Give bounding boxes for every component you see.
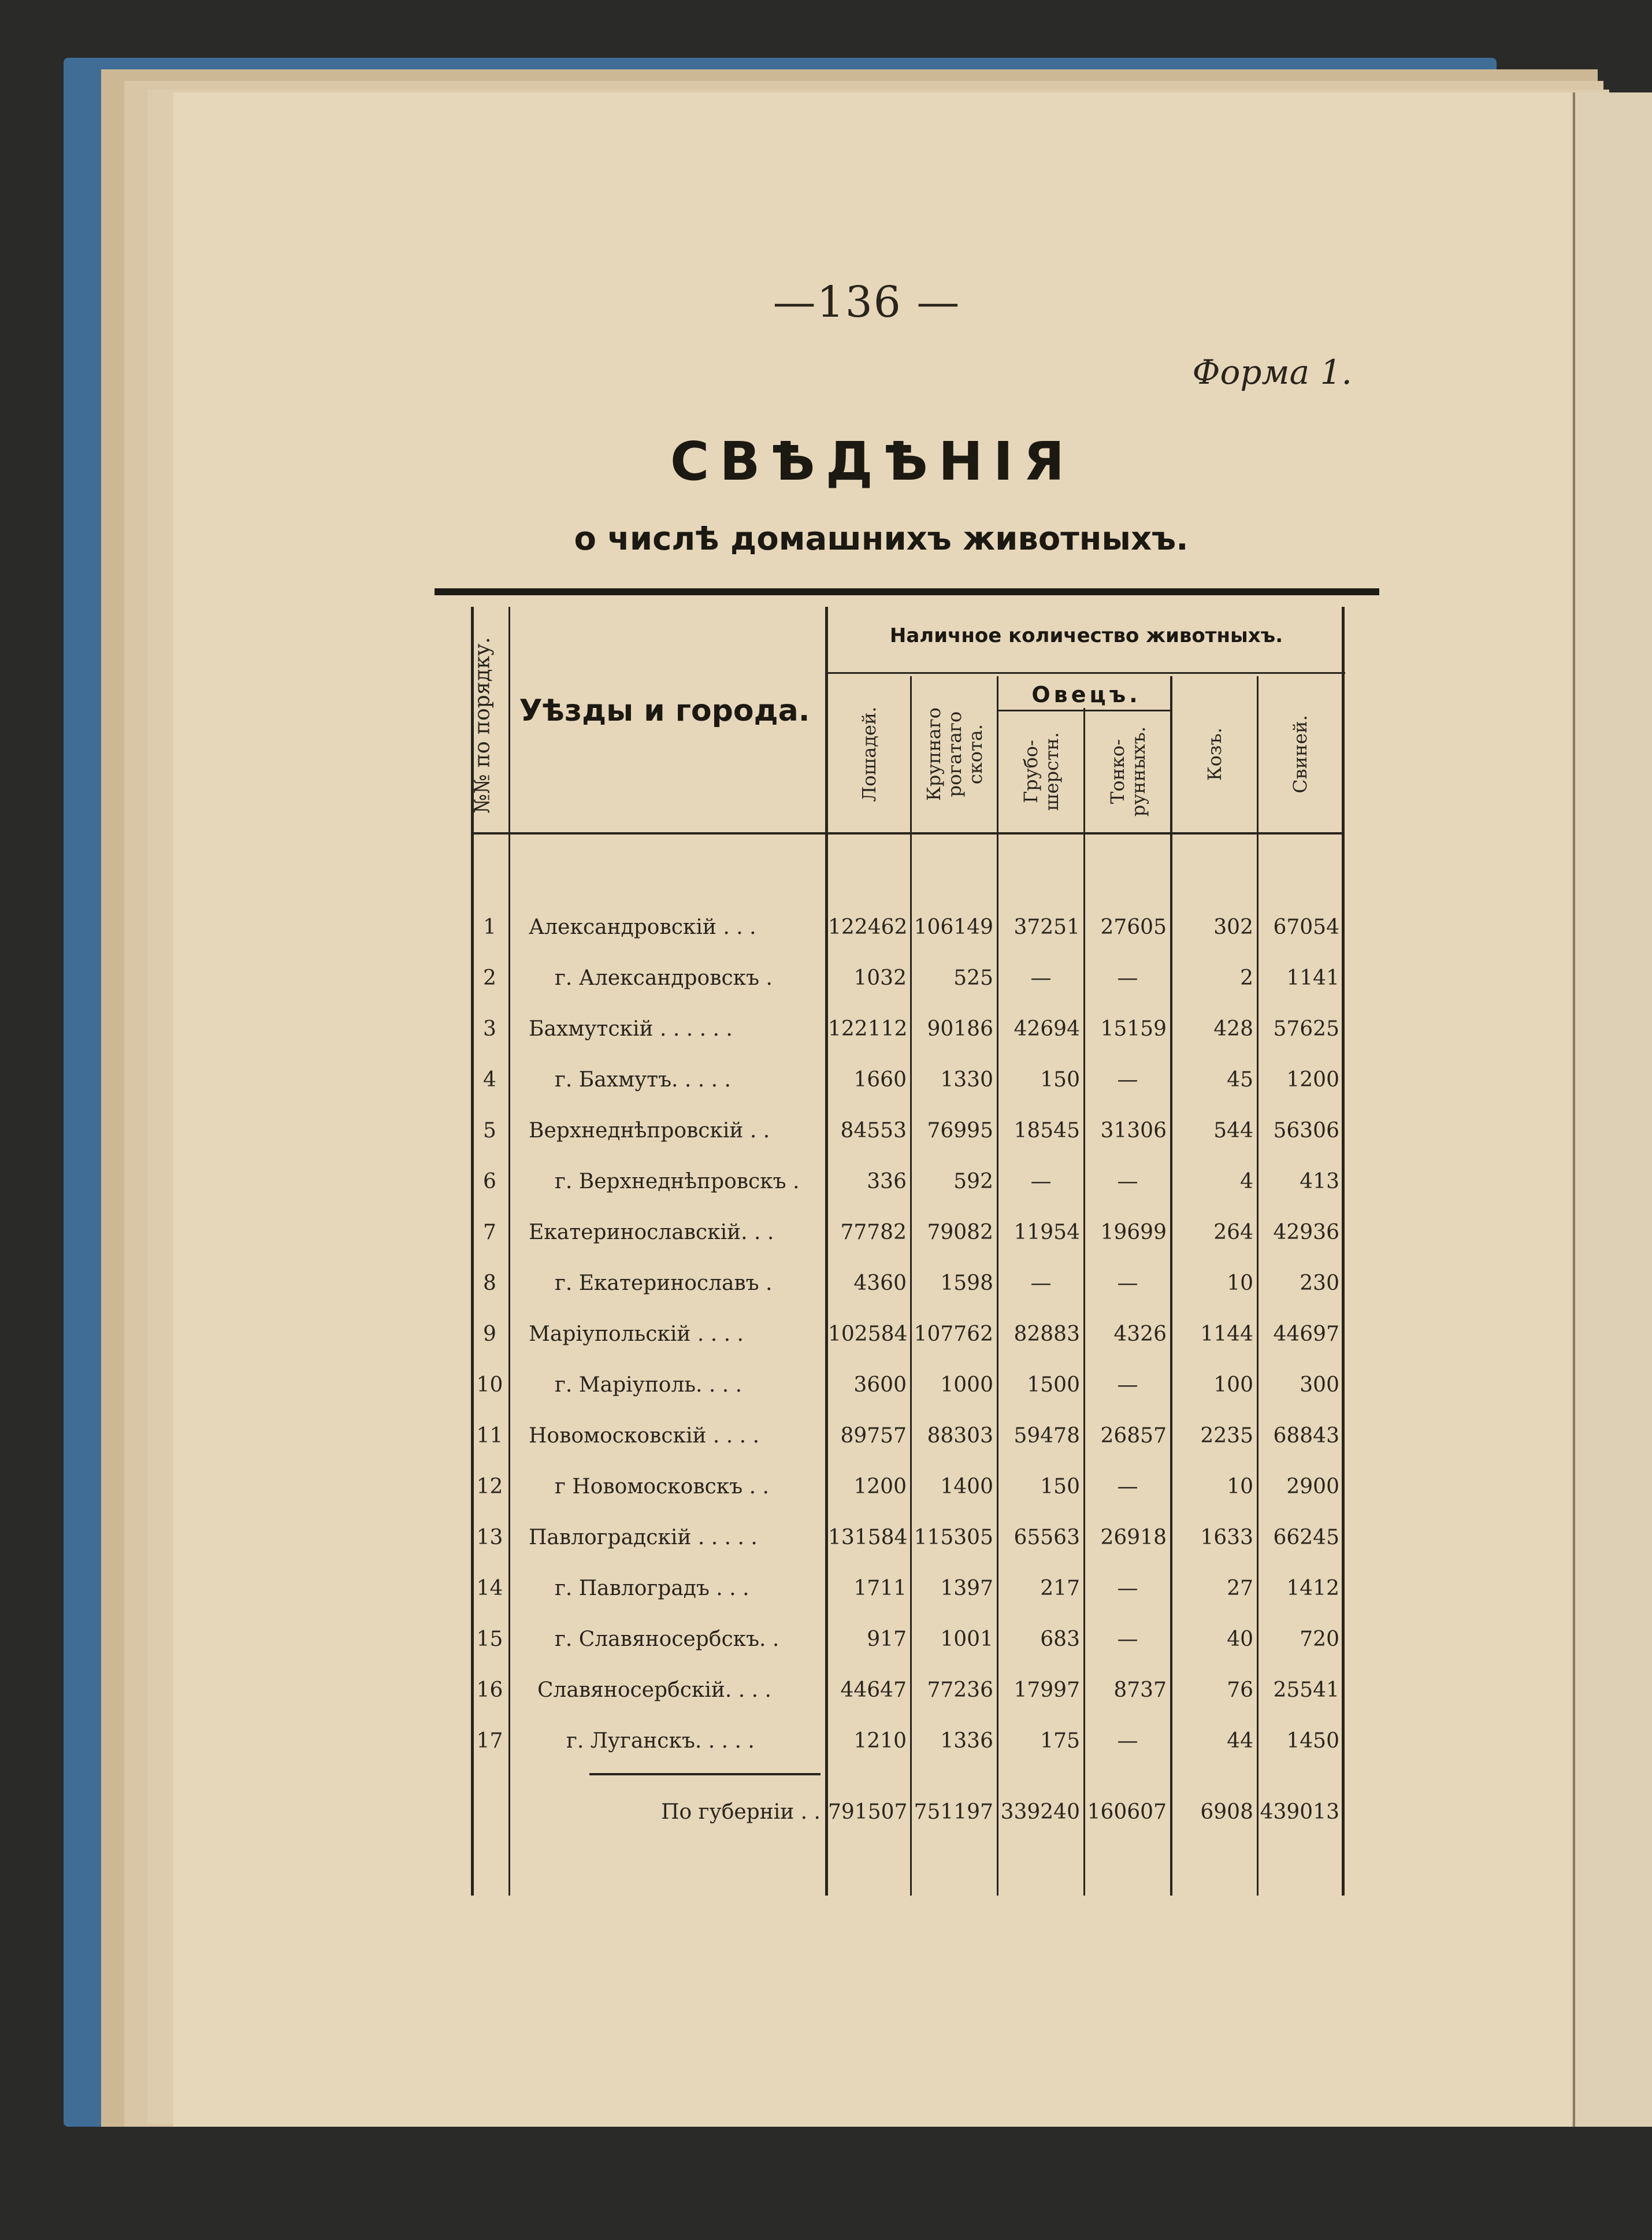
coarse-wool-value: 11954 (1014, 1221, 1080, 1244)
header-pigs: Свиней. (1289, 715, 1311, 793)
horses-value: 1032 (853, 966, 907, 990)
row-number: 11 (476, 1424, 503, 1448)
coarse-wool-value: 65563 (1014, 1526, 1080, 1549)
horses-value: 44647 (840, 1678, 907, 1702)
row-number: 8 (483, 1271, 496, 1295)
coarse-wool-value: 150 (1040, 1475, 1080, 1499)
goats-value: 264 (1213, 1221, 1253, 1244)
pigs-value: 56306 (1273, 1119, 1339, 1143)
row-number: 17 (476, 1729, 503, 1753)
fine-wool-value: 26857 (1100, 1424, 1167, 1448)
district-name: Новомосковскій . . . . (529, 1424, 760, 1448)
header-bottom-rule (471, 832, 1345, 835)
district-name: г. Павлоградъ . . . (555, 1577, 749, 1600)
fine-wool-value: 8737 (1113, 1678, 1167, 1702)
pigs-value: 2900 (1286, 1475, 1339, 1499)
district-name: г. Александровскъ . (555, 966, 773, 990)
row-number: 3 (483, 1017, 496, 1041)
column-divider (1083, 708, 1085, 1896)
horses-value: 4360 (853, 1271, 907, 1295)
table-top-rule (435, 588, 1379, 595)
horses-value: 89757 (840, 1424, 907, 1448)
page-title: СВѢДѢНІЯ (670, 431, 1075, 492)
pigs-value: 25541 (1273, 1678, 1339, 1702)
horses-value: 336 (867, 1170, 907, 1193)
district-name: Бахмутскій . . . . . . (529, 1017, 733, 1041)
fine-wool-value: — (1117, 1577, 1138, 1600)
row-number: 14 (476, 1577, 503, 1600)
row-number: 7 (483, 1221, 496, 1244)
goats-value: 76 (1227, 1678, 1253, 1702)
pigs-value: 413 (1300, 1170, 1339, 1193)
goats-value: 10 (1227, 1271, 1253, 1295)
coarse-wool-value: 42694 (1014, 1017, 1080, 1041)
row-number: 2 (483, 966, 496, 990)
horses-value: 122112 (828, 1017, 908, 1041)
horses-value: 84553 (840, 1119, 907, 1143)
cattle-value: 79082 (927, 1221, 993, 1244)
goats-value: 1144 (1200, 1322, 1253, 1346)
pigs-total: 439013 (1260, 1800, 1339, 1824)
header-divider (998, 710, 1172, 711)
cattle-value: 1336 (940, 1729, 993, 1753)
fine-wool-value: 26918 (1100, 1526, 1167, 1549)
district-name: г. Славяносербскъ. . (555, 1627, 779, 1651)
pigs-value: 1200 (1286, 1068, 1339, 1092)
fine-wool-value: — (1117, 1170, 1138, 1193)
district-name: Екатеринославскій. . . (529, 1221, 774, 1244)
goats-value: 100 (1213, 1373, 1253, 1397)
cattle-value: 525 (953, 966, 993, 990)
total-rule (589, 1773, 821, 1775)
cattle-value: 1001 (940, 1627, 993, 1651)
horses-value: 1210 (853, 1729, 907, 1753)
header-divider (825, 672, 1345, 674)
horses-value: 917 (867, 1627, 907, 1651)
coarse-wool-value: 150 (1040, 1068, 1080, 1092)
cattle-value: 1400 (940, 1475, 993, 1499)
fine-wool-value: — (1117, 1271, 1138, 1295)
pigs-value: 720 (1300, 1627, 1339, 1651)
fine-wool-value: — (1117, 1373, 1138, 1397)
facing-page-edge (1573, 92, 1652, 2127)
header-row-number: №№ по порядку. (470, 637, 495, 814)
district-name: г. Верхнеднѣпровскъ . (555, 1170, 800, 1193)
pigs-value: 68843 (1273, 1424, 1339, 1448)
pigs-value: 1412 (1286, 1577, 1339, 1600)
pigs-value: 300 (1300, 1373, 1339, 1397)
district-name: Славяносербскій. . . . (537, 1678, 771, 1702)
cattle-value: 1397 (940, 1577, 993, 1600)
column-divider (508, 607, 510, 1896)
row-number: 5 (483, 1119, 496, 1143)
header-goats: Козъ. (1204, 727, 1226, 781)
pigs-value: 66245 (1273, 1526, 1339, 1549)
pigs-value: 230 (1300, 1271, 1339, 1295)
row-number: 12 (476, 1475, 503, 1499)
horses-value: 1200 (853, 1475, 907, 1499)
horses-value: 1660 (853, 1068, 907, 1092)
cattle-value: 1598 (940, 1271, 993, 1295)
form-label: Форма 1. (1192, 353, 1352, 392)
goats-value: 44 (1227, 1729, 1253, 1753)
district-name: Верхнеднѣпровскій . . (529, 1119, 770, 1143)
coarse-wool-value: — (1030, 1170, 1052, 1193)
header-fine-wool: Тонко- рунныхъ. (1106, 726, 1149, 817)
coarse-wool-value: 18545 (1014, 1119, 1080, 1143)
district-name: г Новомосковскъ . . (555, 1475, 769, 1499)
goats-value: 2 (1240, 966, 1253, 990)
cattle-value: 90186 (927, 1017, 993, 1041)
header-coarse-wool: Грубо- шерстн. (1019, 732, 1063, 811)
row-number: 13 (476, 1526, 503, 1549)
goats-value: 1633 (1200, 1526, 1253, 1549)
pigs-value: 42936 (1273, 1221, 1339, 1244)
district-name: г. Луганскъ. . . . . (566, 1729, 755, 1753)
district-name: г. Екатеринославъ . (555, 1271, 773, 1295)
cattle-value: 76995 (927, 1119, 993, 1143)
row-number: 4 (483, 1068, 496, 1092)
fine-wool-value: — (1117, 1068, 1138, 1092)
district-name: г. Бахмутъ. . . . . (555, 1068, 731, 1092)
pigs-value: 1450 (1286, 1729, 1339, 1753)
horses-value: 102584 (828, 1322, 908, 1346)
horses-value: 77782 (840, 1221, 907, 1244)
coarse-wool-value: 82883 (1014, 1322, 1080, 1346)
goats-value: 27 (1227, 1577, 1253, 1600)
table-border-right (1342, 607, 1345, 1896)
horses-value: 131584 (828, 1526, 908, 1549)
coarse-wool-value: 17997 (1014, 1678, 1080, 1702)
goats-total: 6908 (1200, 1800, 1253, 1824)
cattle-value: 88303 (927, 1424, 993, 1448)
header-cattle: Крупнаго рогатаго скота. (922, 707, 986, 801)
coarse-wool-value: 175 (1040, 1729, 1080, 1753)
row-number: 1 (483, 915, 496, 939)
header-district: Уѣзды и города. (519, 693, 810, 728)
row-number: 6 (483, 1170, 496, 1193)
row-number: 9 (483, 1322, 496, 1346)
horses-total: 791507 (828, 1800, 908, 1824)
pigs-value: 44697 (1273, 1322, 1339, 1346)
goats-value: 4 (1240, 1170, 1253, 1193)
goats-value: 302 (1213, 915, 1253, 939)
horses-value: 122462 (828, 915, 908, 939)
horses-value: 3600 (853, 1373, 907, 1397)
fine-wool-value: 19699 (1100, 1221, 1167, 1244)
coarse-wool-value: — (1030, 1271, 1052, 1295)
fine-wool-value: 4326 (1113, 1322, 1167, 1346)
cattle-value: 1000 (940, 1373, 993, 1397)
coarse-wool-value: 59478 (1014, 1424, 1080, 1448)
cattle-total: 751197 (914, 1800, 993, 1824)
cattle-value: 592 (953, 1170, 993, 1193)
district-name: Маріупольскій . . . . (529, 1322, 744, 1346)
cattle-value: 77236 (927, 1678, 993, 1702)
pigs-value: 1141 (1286, 966, 1339, 990)
header-animal-count: Наличное количество животныхъ. (889, 624, 1283, 647)
fine-wool-value: — (1117, 966, 1138, 990)
coarse-wool-total: 339240 (1000, 1800, 1080, 1824)
pigs-value: 67054 (1273, 915, 1339, 939)
goats-value: 45 (1227, 1068, 1253, 1092)
fine-wool-value: — (1117, 1729, 1138, 1753)
coarse-wool-value: 683 (1040, 1627, 1080, 1651)
pigs-value: 57625 (1273, 1017, 1339, 1041)
fine-wool-value: — (1117, 1627, 1138, 1651)
cattle-value: 1330 (940, 1068, 993, 1092)
fine-wool-value: — (1117, 1475, 1138, 1499)
coarse-wool-value: 1500 (1027, 1373, 1080, 1397)
fine-wool-value: 27605 (1100, 915, 1167, 939)
fine-wool-value: 15159 (1100, 1017, 1167, 1041)
goats-value: 10 (1227, 1475, 1253, 1499)
cattle-value: 115305 (914, 1526, 993, 1549)
district-name: г. Маріуполь. . . . (555, 1373, 743, 1397)
page-subtitle: о числѣ домашнихъ животныхъ. (574, 520, 1189, 558)
goats-value: 428 (1213, 1017, 1253, 1041)
row-number: 15 (476, 1627, 503, 1651)
header-sheep: Овецъ. (1031, 682, 1141, 707)
page-number: —136 — (773, 277, 961, 327)
fine-wool-total: 160607 (1087, 1800, 1167, 1824)
header-horses: Лошадей. (858, 706, 880, 802)
row-number: 10 (476, 1373, 503, 1397)
goats-value: 40 (1227, 1627, 1253, 1651)
goats-value: 544 (1213, 1119, 1253, 1143)
horses-value: 1711 (853, 1577, 907, 1600)
coarse-wool-value: 217 (1040, 1577, 1080, 1600)
cattle-value: 106149 (914, 915, 993, 939)
coarse-wool-value: — (1030, 966, 1052, 990)
fine-wool-value: 31306 (1100, 1119, 1167, 1143)
district-name: Павлоградскій . . . . . (529, 1526, 758, 1549)
coarse-wool-value: 37251 (1014, 915, 1080, 939)
cattle-value: 107762 (914, 1322, 993, 1346)
district-name: Александровскій . . . (529, 915, 756, 939)
goats-value: 2235 (1200, 1424, 1253, 1448)
row-number: 16 (476, 1678, 503, 1702)
total-label: По губерніи . . (661, 1800, 821, 1824)
